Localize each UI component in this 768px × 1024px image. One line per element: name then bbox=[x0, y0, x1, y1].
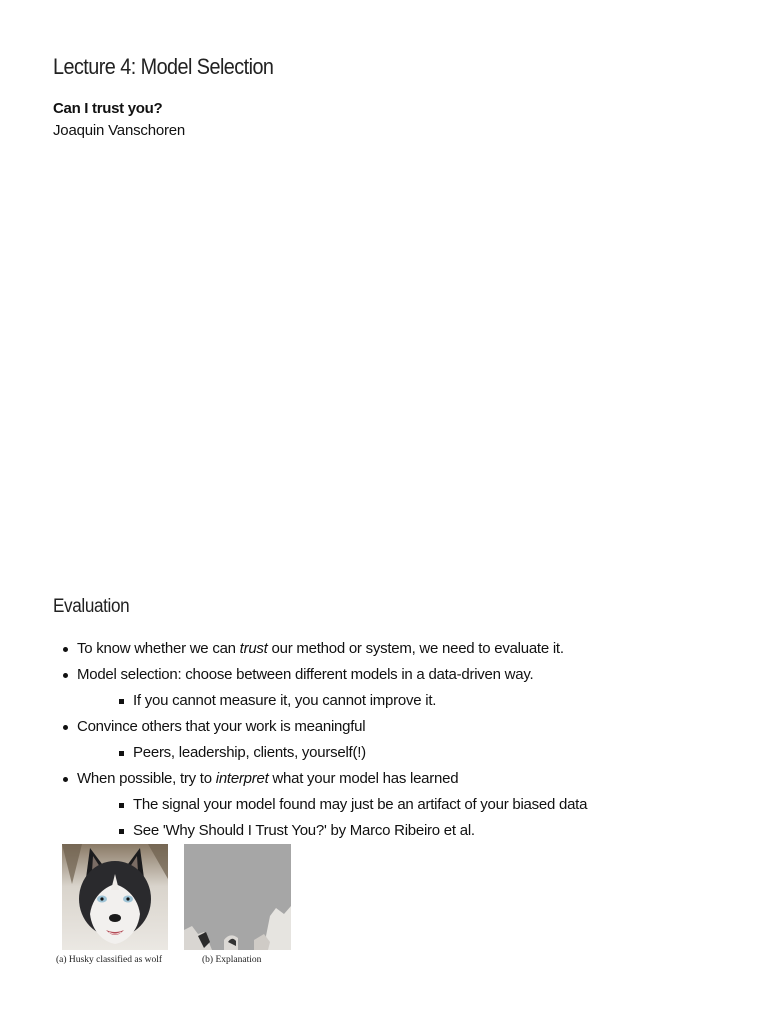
bullet-dot-icon bbox=[63, 777, 68, 782]
bullet-dot-icon bbox=[63, 725, 68, 730]
caption-a: (a) Husky classified as wolf bbox=[56, 955, 163, 965]
sub-list-item-text: Peers, leadership, clients, yourself(!) bbox=[133, 744, 366, 761]
sub-list-item bbox=[53, 688, 733, 714]
husky-photo-icon bbox=[62, 844, 168, 950]
sub-list-item-text: If you cannot measure it, you cannot improve it. bbox=[133, 692, 437, 709]
bullet-square-icon bbox=[119, 829, 124, 834]
list-item bbox=[53, 766, 733, 792]
explanation-image bbox=[184, 844, 291, 950]
husky-figure bbox=[55, 844, 305, 969]
author: Joaquin Vanschoren bbox=[53, 122, 186, 139]
list-item-text: Convince others that your work is meaningful bbox=[77, 718, 366, 735]
sub-list-item bbox=[53, 818, 733, 844]
list-item bbox=[53, 662, 733, 688]
caption-b: (b) Explanation bbox=[202, 955, 262, 965]
sub-list-item bbox=[53, 792, 733, 818]
bullet-square-icon bbox=[119, 751, 124, 756]
sub-list-item-text: The signal your model found may just be an artifact of your biased data bbox=[133, 796, 588, 813]
list-item bbox=[53, 636, 733, 662]
subtitle: Can I trust you? bbox=[53, 100, 163, 117]
bullet-dot-icon bbox=[63, 647, 68, 652]
list-item-text: To know whether we can trust our method or system, we need to evaluate it. bbox=[77, 640, 564, 657]
husky-image bbox=[62, 844, 168, 950]
bullet-dot-icon bbox=[63, 673, 68, 678]
list-item-text: Model selection: choose between different models in a data-driven way. bbox=[77, 666, 534, 683]
bullet-list bbox=[53, 636, 733, 844]
bullet-square-icon bbox=[119, 699, 124, 704]
sub-list-item bbox=[53, 740, 733, 766]
page-title: Lecture 4: Model Selection bbox=[53, 54, 274, 79]
list-item-text: When possible, try to interpret what your model has learned bbox=[77, 770, 459, 787]
explanation-mask-icon bbox=[184, 844, 291, 950]
list-item bbox=[53, 714, 733, 740]
section-heading: Evaluation bbox=[53, 596, 130, 617]
sub-list-item-text: See 'Why Should I Trust You?' by Marco Ribeiro et al. bbox=[133, 822, 475, 839]
bullet-square-icon bbox=[119, 803, 124, 808]
